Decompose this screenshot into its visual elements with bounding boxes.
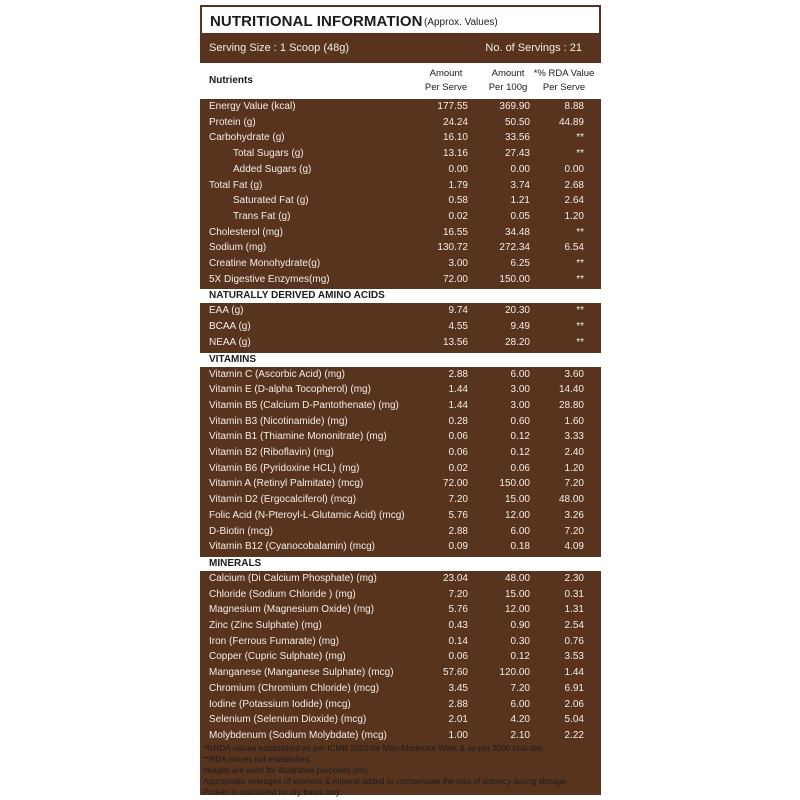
per-100g-value: 12.00 (504, 509, 530, 521)
nutrient-name: Cholesterol (mg) (209, 226, 283, 238)
nutrient-name: Vitamin B6 (Pyridoxine HCL) (mg) (209, 462, 360, 474)
per-100g-value: 50.50 (504, 116, 530, 128)
per-serve-value: 0.09 (448, 541, 468, 553)
per-serve-value: 5.76 (448, 604, 468, 616)
per-serve-value: 0.02 (448, 210, 468, 222)
nutrient-name: Vitamin A (Retinyl Palmitate) (mcg) (209, 478, 364, 490)
nutrient-name: Creatine Monohydrate(g) (209, 258, 321, 269)
rda-value: 3.33 (564, 431, 584, 443)
per-100g-value: 4.20 (510, 714, 530, 726)
per-serve-value: 24.24 (442, 116, 468, 128)
rda-value: ** (576, 148, 584, 160)
nutrient-name: Iodine (Potassium Iodide) (mcg) (209, 698, 351, 710)
per-serve-value: 130.72 (437, 242, 468, 254)
nutrient-name: Molybdenum (Sodium Molybdate) (mcg) (209, 729, 387, 741)
table-row (200, 462, 601, 478)
per-serve-header: Amount Per Serve (424, 68, 468, 93)
nutrient-name: Manganese (Manganese Sulphate) (mcg) (209, 667, 394, 679)
per-100g-value: 272.34 (499, 242, 530, 254)
rda-value: ** (576, 132, 584, 144)
per-serve-value: 0.06 (448, 651, 468, 663)
table-row (200, 241, 601, 257)
per-100g-value: 2.10 (510, 729, 530, 741)
table-row (200, 588, 601, 604)
per-serve-value: 3.45 (448, 682, 468, 694)
per-serve-value: 3.00 (448, 258, 468, 269)
panel-title: NUTRITIONAL INFORMATION (210, 13, 423, 30)
nutrient-name: Chromium (Chromium Chloride) (mcg) (209, 682, 380, 694)
rda-value: ** (576, 305, 584, 317)
per-serve-value: 72.00 (442, 478, 468, 490)
table-row (200, 163, 601, 179)
per-100g-value: 15.00 (504, 494, 530, 506)
per-serve-value: 16.10 (442, 132, 468, 144)
per-serve-value: 23.04 (442, 572, 468, 584)
table-row (200, 682, 601, 698)
per-serve-value: 1.79 (448, 179, 468, 191)
table-row (200, 147, 601, 163)
rda-value: 14.40 (558, 384, 584, 396)
rda-value: 7.20 (564, 525, 584, 537)
table-row (200, 320, 601, 336)
table-row (200, 603, 601, 619)
rda-value: 0.76 (564, 635, 584, 647)
table-row (200, 540, 601, 556)
rda-value: 44.89 (558, 116, 584, 128)
nutrient-name: Vitamin B2 (Riboflavin) (mg) (209, 447, 334, 458)
table-row (200, 493, 601, 509)
servings-count: No. of Servings : 21 (485, 42, 582, 54)
nutrient-name: Iron (Ferrous Fumarate) (mg) (209, 635, 340, 647)
nutrient-name: Copper (Cupric Sulphate) (mg) (209, 651, 346, 663)
serving-info (200, 37, 601, 61)
per-serve-value: 57.60 (442, 667, 468, 679)
table-row (200, 698, 601, 714)
nutrient-name: Added Sugars (g) (233, 163, 312, 175)
nutrient-name: Sodium (mg) (209, 242, 267, 254)
section-header-vitamins: VITAMINS (200, 353, 601, 367)
per-100g-value: 0.06 (510, 462, 530, 474)
table-row (200, 273, 601, 289)
footnote-line: Protein is calculated on dry basis only. (203, 788, 342, 797)
nutrient-name: Selenium (Selenium Dioxide) (mcg) (209, 714, 367, 726)
rda-value: 48.00 (558, 494, 584, 506)
per-serve-value: 0.43 (448, 620, 468, 631)
table-row (200, 666, 601, 682)
rda-value: 28.80 (558, 399, 584, 411)
table-row (200, 713, 601, 729)
rda-value: 7.20 (564, 478, 584, 490)
rda-value: 1.20 (564, 210, 584, 222)
per-serve-value: 7.20 (448, 494, 468, 506)
rda-value: 3.60 (564, 368, 584, 380)
rda-value: 1.60 (564, 415, 584, 427)
rda-value: 6.91 (564, 682, 584, 694)
per-100g-value: 150.00 (499, 273, 530, 285)
table-row (200, 650, 601, 666)
footnote-line: Appropriate overages of vitamins & mineral added to compensate the loss of potency during storage. (203, 777, 569, 786)
per-100g-value: 6.00 (510, 368, 530, 380)
table-row (200, 226, 601, 242)
nutrient-name: Vitamin E (D-alpha Tocopherol) (mg) (209, 384, 371, 396)
per-100g-value: 0.60 (510, 415, 530, 427)
per-serve-value: 72.00 (442, 273, 468, 285)
rda-value: 6.54 (564, 242, 584, 254)
title-note: (Approx. Values) (424, 17, 498, 28)
rda-value: 2.22 (564, 729, 584, 741)
rda-value: 8.88 (564, 101, 584, 112)
nutrient-name: 5X Digestive Enzymes(mg) (209, 273, 330, 285)
table-row (200, 100, 601, 116)
per-serve-value: 2.01 (448, 714, 468, 726)
per-100g-value: 27.43 (504, 148, 530, 160)
rda-value: ** (576, 321, 584, 333)
per-serve-value: 2.88 (448, 525, 468, 537)
rda-value: 2.30 (564, 572, 584, 584)
footnote-line: **RDA values not established. (203, 755, 312, 764)
per-serve-value: 16.55 (442, 226, 468, 238)
table-row (200, 257, 601, 273)
rda-header: *% RDA Value Per Serve (533, 68, 595, 93)
per-serve-value: 0.14 (448, 635, 468, 647)
table-row (200, 446, 601, 462)
rda-value: 2.68 (564, 179, 584, 191)
nutrients-header: Nutrients (209, 75, 253, 86)
per-serve-value: 1.00 (448, 729, 468, 741)
rda-value: 2.40 (564, 447, 584, 458)
rda-value: 2.54 (564, 620, 584, 631)
per-serve-value: 0.28 (448, 415, 468, 427)
table-row (200, 415, 601, 431)
per-100g-value: 34.48 (504, 226, 530, 238)
table-row (200, 619, 601, 635)
per-100g-value: 20.30 (504, 305, 530, 317)
nutrient-name: BCAA (g) (209, 321, 251, 333)
rda-value: 2.64 (564, 195, 584, 207)
section-header-minerals: MINERALS (200, 557, 601, 571)
per-100g-value: 150.00 (499, 478, 530, 490)
per-serve-value: 2.88 (448, 698, 468, 710)
per-100g-value: 3.00 (510, 384, 530, 396)
rda-value: 1.20 (564, 462, 584, 474)
per-100g-value: 3.00 (510, 399, 530, 411)
per-serve-value: 4.55 (448, 321, 468, 333)
nutrient-name: Vitamin B12 (Cyanocobalamin) (mcg) (209, 541, 375, 553)
rda-value: 0.00 (564, 163, 584, 175)
table-row (200, 336, 601, 352)
nutrient-name: NEAA (g) (209, 336, 251, 348)
per-100g-value: 0.12 (510, 447, 530, 458)
rda-value: ** (576, 226, 584, 238)
per-100g-value: 9.49 (510, 321, 530, 333)
section-header-amino: NATURALLY DERIVED AMINO ACIDS (200, 289, 601, 303)
rda-value: 2.06 (564, 698, 584, 710)
rda-value: ** (576, 273, 584, 285)
rda-value: 3.26 (564, 509, 584, 521)
per-100g-header: Amount Per 100g (488, 68, 528, 93)
table-row (200, 179, 601, 195)
per-100g-value: 0.12 (510, 431, 530, 443)
per-100g-value: 6.00 (510, 525, 530, 537)
table-row (200, 131, 601, 147)
per-serve-value: 1.44 (448, 384, 468, 396)
nutrient-name: Magnesium (Magnesium Oxide) (mg) (209, 604, 375, 616)
rda-value: 3.53 (564, 651, 584, 663)
per-100g-value: 369.90 (499, 101, 530, 112)
per-100g-value: 0.30 (510, 635, 530, 647)
table-row (200, 210, 601, 226)
per-100g-value: 48.00 (504, 572, 530, 584)
per-100g-value: 33.56 (504, 132, 530, 144)
per-100g-value: 6.25 (510, 258, 530, 269)
nutrient-name: Total Fat (g) (209, 179, 263, 191)
per-serve-value: 9.74 (448, 305, 468, 317)
per-serve-value: 177.55 (437, 101, 468, 112)
nutrient-name: Vitamin D2 (Ergocalciferol) (mcg) (209, 494, 357, 506)
nutrient-name: Calcium (Di Calcium Phosphate) (mg) (209, 572, 377, 584)
nutrient-name: Trans Fat (g) (233, 210, 291, 222)
per-100g-value: 0.00 (510, 163, 530, 175)
table-row (200, 572, 601, 588)
per-100g-value: 120.00 (499, 667, 530, 679)
nutrient-name: Folic Acid (N-Pteroyl-L-Glutamic Acid) (mcg) (209, 509, 405, 521)
per-100g-value: 3.74 (510, 179, 530, 191)
footnote-line: *%RDA values established as per ICMR 2020 for Men-Moderate Work & as per 2000 kcal diet. (203, 744, 546, 753)
column-header (200, 63, 601, 99)
per-100g-value: 0.18 (510, 541, 530, 553)
table-row (200, 525, 601, 541)
per-100g-value: 28.20 (504, 336, 530, 348)
per-100g-value: 6.00 (510, 698, 530, 710)
title-bar (200, 5, 601, 35)
nutrient-name: Carbohydrate (g) (209, 132, 285, 144)
nutrient-name: Zinc (Zinc Sulphate) (mg) (209, 620, 322, 631)
per-serve-value: 0.06 (448, 447, 468, 458)
per-serve-value: 5.76 (448, 509, 468, 521)
table-row (200, 477, 601, 493)
per-serve-value: 0.02 (448, 462, 468, 474)
rda-value: 1.31 (564, 604, 584, 616)
per-100g-value: 15.00 (504, 588, 530, 600)
per-100g-value: 12.00 (504, 604, 530, 616)
serving-size: Serving Size : 1 Scoop (48g) (209, 42, 350, 54)
table-row (200, 383, 601, 399)
per-serve-value: 13.16 (442, 148, 468, 160)
nutrient-name: Protein (g) (209, 116, 256, 128)
rda-value: 5.04 (564, 714, 584, 726)
per-serve-value: 1.44 (448, 399, 468, 411)
per-serve-value: 2.88 (448, 368, 468, 380)
nutrient-name: Energy Value (kcal) (209, 101, 296, 112)
per-100g-value: 0.90 (510, 620, 530, 631)
rda-value: 1.44 (564, 667, 584, 679)
per-serve-value: 0.00 (448, 163, 468, 175)
nutrition-panel (200, 5, 601, 795)
table-row (200, 399, 601, 415)
per-100g-value: 1.21 (510, 195, 530, 207)
table-row (200, 116, 601, 132)
table-row (200, 635, 601, 651)
nutrient-name: Vitamin C (Ascorbic Acid) (mg) (209, 368, 345, 380)
nutrient-name: Saturated Fat (g) (233, 195, 309, 207)
rda-value: 4.09 (564, 541, 584, 553)
rda-value: ** (576, 336, 584, 348)
nutrient-name: Chloride (Sodium Chloride ) (mg) (209, 588, 356, 600)
table-row (200, 509, 601, 525)
nutrient-name: D-Biotin (mcg) (209, 525, 273, 537)
per-serve-value: 0.06 (448, 431, 468, 443)
table-row (200, 430, 601, 446)
per-100g-value: 0.12 (510, 651, 530, 663)
nutrient-name: Total Sugars (g) (233, 148, 304, 160)
table-row (200, 304, 601, 320)
nutrient-name: Vitamin B1 (Thiamine Mononitrate) (mg) (209, 431, 387, 443)
per-serve-value: 7.20 (448, 588, 468, 600)
nutrient-name: EAA (g) (209, 305, 244, 317)
footnote-line: Images are used for illustrative purposes only. (203, 766, 370, 775)
per-serve-value: 0.58 (448, 195, 468, 207)
footnotes (203, 743, 568, 798)
per-100g-value: 0.05 (510, 210, 530, 222)
per-100g-value: 7.20 (510, 682, 530, 694)
rda-value: ** (576, 258, 584, 269)
table-row (200, 194, 601, 210)
table-row (200, 368, 601, 384)
rda-value: 0.31 (564, 588, 584, 600)
nutrient-name: Vitamin B3 (Nicotinamide) (mg) (209, 415, 348, 427)
nutrient-name: Vitamin B5 (Calcium D-Pantothenate) (mg) (209, 399, 399, 411)
per-serve-value: 13.56 (442, 336, 468, 348)
